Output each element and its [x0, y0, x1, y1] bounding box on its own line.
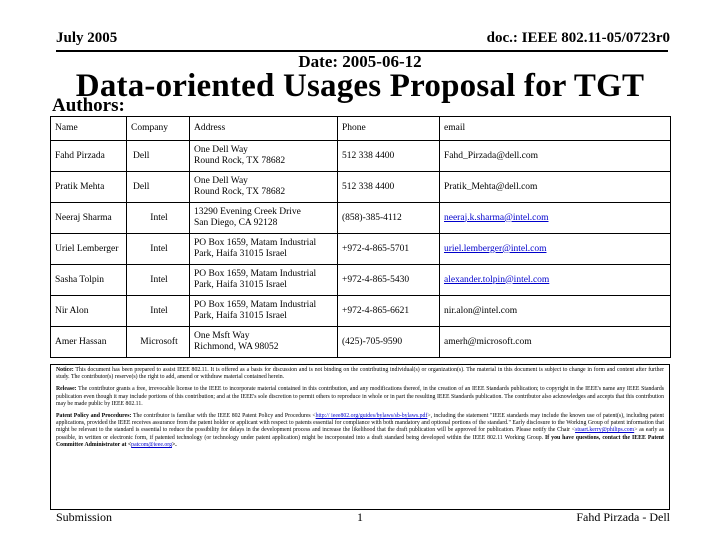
table-row: [51, 234, 671, 265]
address-line-2: Richmond, WA 98052: [194, 342, 279, 352]
author-address: [190, 327, 338, 358]
author-phone: (425)-705-9590: [338, 327, 440, 358]
author-company: Dell: [127, 141, 190, 172]
author-company: Microsoft: [127, 327, 190, 358]
patent-text: >, including the statement "IEEE standards may include the known use of patent(s), including patent applications, provided the IEEE receives assurance from the patent holder or applicant with respect to patents essential for compliance with both mandatory and optional portions of the standard." Early disclosure to the Working Group of patent information that might be relevant to the standard is essential to reduce the possibility for delays in the development process and increase the likelihood that the draft publication will be approved for publication. Please notify the Chair <: [56, 413, 665, 434]
address-line-2: Park, Haifa 31015 Israel: [194, 249, 287, 259]
chair-email-link[interactable]: stuart.kerry@philips.com: [575, 427, 635, 434]
author-address: [190, 141, 338, 172]
column-header-company: Company: [127, 117, 190, 141]
page-number: 1: [357, 510, 363, 524]
notice-label: Notice:: [56, 367, 74, 373]
address-line-1: 13290 Evening Creek Drive: [194, 207, 301, 217]
patent-contact-text: If you have questions, contact the IEEE Patent Committee Administrator at <: [56, 434, 664, 448]
column-header-email: email: [440, 117, 671, 141]
address-line-1: PO Box 1659, Matam Industrial: [194, 300, 317, 310]
author-phone: +972-4-865-5430: [338, 265, 440, 296]
author-name: Pratik Mehta: [51, 172, 127, 203]
address-line-1: One Dell Way: [194, 145, 248, 155]
address-line-1: One Dell Way: [194, 176, 248, 186]
table-row: [51, 296, 671, 327]
notice-paragraph: [56, 367, 664, 381]
patent-paragraph: [56, 413, 664, 449]
table-header-row: [51, 117, 671, 141]
header-date: July 2005: [56, 30, 118, 46]
column-header-phone: Phone: [338, 117, 440, 141]
author-phone: 512 338 4400: [338, 141, 440, 172]
authors-table: [50, 116, 671, 358]
slide-title: Data-oriented Usages Proposal for TGT: [75, 68, 645, 104]
authors-heading: Authors:: [52, 95, 125, 116]
author-email-link[interactable]: alexander.tolpin@intel.com: [440, 265, 671, 296]
column-header-address: Address: [190, 117, 338, 141]
author-name: Fahd Pirzada: [51, 141, 127, 172]
release-paragraph: [56, 386, 664, 408]
patent-end: >.: [171, 441, 177, 448]
author-address: [190, 172, 338, 203]
address-line-1: PO Box 1659, Matam Industrial: [194, 269, 317, 279]
address-line-1: PO Box 1659, Matam Industrial: [194, 238, 317, 248]
table-row: [51, 172, 671, 203]
address-line-2: Round Rock, TX 78682: [194, 156, 286, 166]
author-phone: 512 338 4400: [338, 172, 440, 203]
author-address: [190, 265, 338, 296]
author-company: Intel: [127, 265, 190, 296]
author-address: [190, 203, 338, 234]
author-name: Uriel Lemberger: [51, 234, 127, 265]
author-email: Fahd_Pirzada@dell.com: [440, 141, 671, 172]
author-company: Intel: [127, 203, 190, 234]
patent-text: > as early as possible, in written or electronic form, if patented technology (or technology under patent application) might be incorporated into a draft standard being developed within the IEEE 802.11 Working Group.: [56, 427, 664, 441]
patent-policy-link[interactable]: http:// ieee802.org/guides/bylaws/sb-bylaws.pdf: [315, 413, 428, 420]
author-address: [190, 234, 338, 265]
table-row: [51, 265, 671, 296]
table-row: [51, 327, 671, 358]
author-email: Pratik_Mehta@dell.com: [440, 172, 671, 203]
patent-label: Patent Policy and Procedures:: [56, 413, 132, 420]
author-address: [190, 296, 338, 327]
author-email: amerh@microsoft.com: [440, 327, 671, 358]
ieee-notice-box: [50, 364, 670, 510]
table-row: [51, 203, 671, 234]
author-email-link[interactable]: neeraj.k.sharma@intel.com: [440, 203, 671, 234]
author-name: Amer Hassan: [51, 327, 127, 358]
address-line-2: Round Rock, TX 78682: [194, 187, 286, 197]
author-phone: (858)-385-4112: [338, 203, 440, 234]
patcom-email-link[interactable]: patcom@ieee.org: [131, 441, 172, 448]
author-phone: +972-4-865-5701: [338, 234, 440, 265]
author-name: Nir Alon: [51, 296, 127, 327]
author-company: Dell: [127, 172, 190, 203]
author-company: Intel: [127, 234, 190, 265]
author-email-link[interactable]: uriel.lemberger@intel.com: [440, 234, 671, 265]
author-name: Neeraj Sharma: [51, 203, 127, 234]
author-company: Intel: [127, 296, 190, 327]
table-row: [51, 141, 671, 172]
column-header-name: Name: [51, 117, 127, 141]
release-text: The contributor grants a free, irrevocable license to the IEEE to incorporate material contained in this contribution, and any modifications thereof, in the creation of an IEEE Standards publication; to copyright in the IEEE's name any IEEE Standards publication even though it may include portions of this contribution; and at the IEEE's sole discretion to permit others to reproduce in whole or in part the resulting IEEE Standards publication. The contributor also acknowledges and accepts that this contribution may be made public by IEEE 802.11.: [56, 386, 664, 407]
address-line-2: Park, Haifa 31015 Israel: [194, 311, 287, 321]
author-phone: +972-4-865-6621: [338, 296, 440, 327]
release-label: Release:: [56, 386, 77, 393]
patent-text: The contributor is familiar with the IEEE 802 Patent Policy and Procedures <: [131, 413, 316, 420]
address-line-2: Park, Haifa 31015 Israel: [194, 280, 287, 290]
author-email: nir.alon@intel.com: [440, 296, 671, 327]
address-line-1: One Msft Way: [194, 331, 250, 341]
notice-text: This document has been prepared to assist IEEE 802.11. It is offered as a basis for discussion and is not binding on the contributing individual(s) or organization(s). The material in this document is subject to change in form and content after further study. The contributor(s) reserve(s) the right to add, amend or withdraw material contained herein.: [56, 367, 664, 381]
header-doc-id: doc.: IEEE 802.11-05/0723r0: [486, 30, 670, 46]
footer-author: Fahd Pirzada - Dell: [576, 510, 670, 524]
document-date: Date: 2005-06-12: [298, 52, 422, 71]
author-name: Sasha Tolpin: [51, 265, 127, 296]
address-line-2: San Diego, CA 92128: [194, 218, 278, 228]
footer-submission: Submission: [56, 510, 113, 524]
